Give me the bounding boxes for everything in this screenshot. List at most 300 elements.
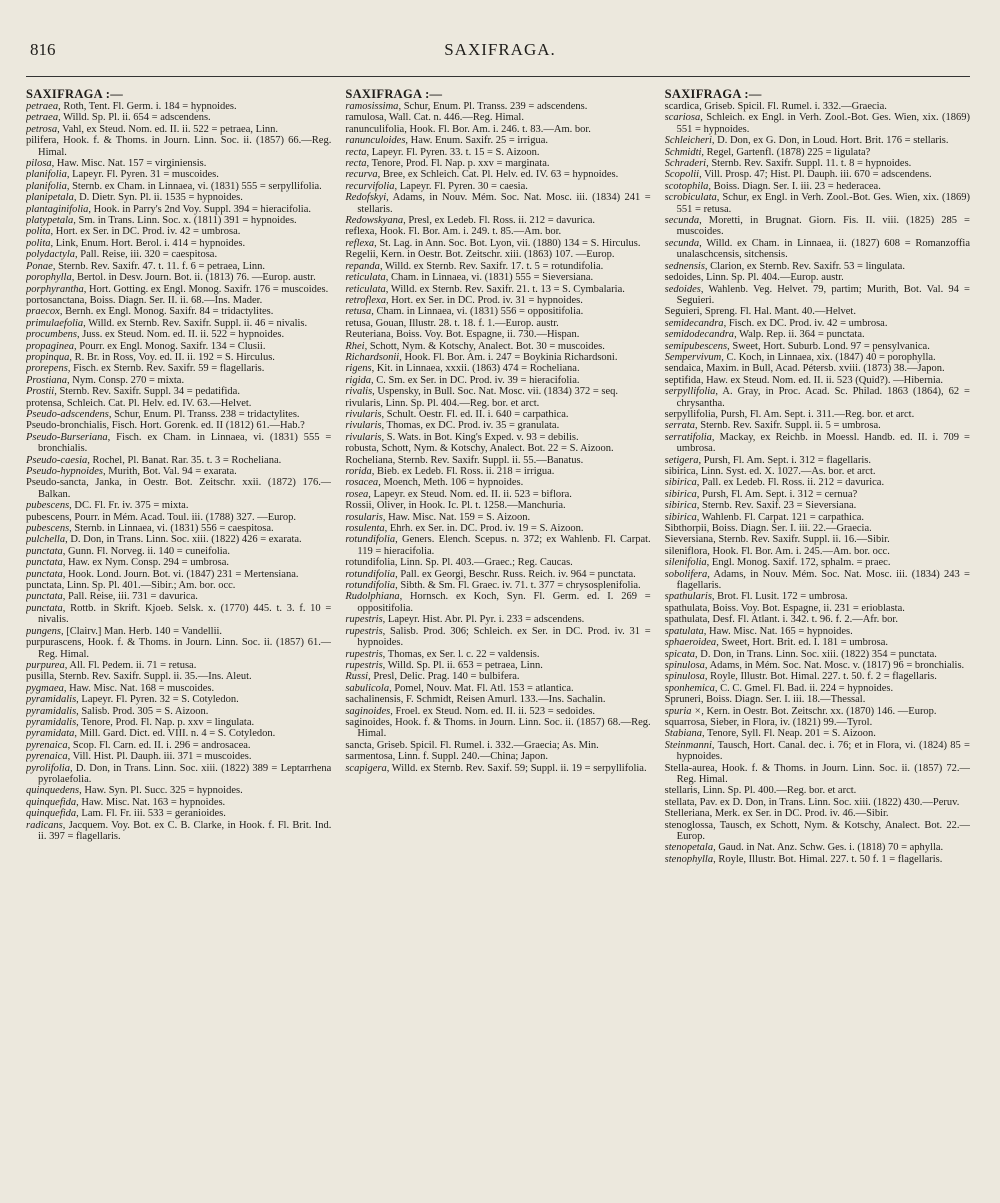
entry-name: pyramidata [26,728,75,740]
entry-name: stellaris [664,785,698,797]
entry [665,717,970,728]
entry-name: pubescens [26,523,70,535]
entry [345,272,650,283]
entry-name: pyramidalis [26,694,77,706]
entry [26,101,331,112]
entry-name: rosulenta [345,523,385,535]
entry [26,295,331,306]
entry-citation: , F. Schmidt, Reisen Amurl. 133.—Ins. Sachalin. [400,694,606,706]
entry-name: ranunculifolia [345,123,405,135]
entry [665,272,970,283]
entry-name: Schraderi [664,158,707,170]
entry [345,614,650,625]
entry [665,489,970,500]
entry [665,763,970,786]
entry-name: reflexa [345,237,375,249]
entry [26,158,331,169]
entry-citation: , Adams, in Nouv. Mém. Soc. Nat. Mosc. iii. (1834) 241 = stellaris. [357,192,651,215]
entry-citation: , Mill. Gard. Dict. ed. VIII. n. 4 = S. Cotyledon. [74,728,276,740]
entry [665,557,970,568]
entry [665,181,970,192]
entry-name: prorepens [26,363,68,375]
entry-name: polydactyla [26,249,75,261]
entry [26,112,331,123]
entry-citation: , Sternb. Rev. Saxif. 23 = Sieversiana. [696,500,857,512]
entry-citation: , Hook. Fl. Bor. Am. i. 246. t. 83.—Am. bor. [404,123,591,135]
entry [665,477,970,488]
entry [345,477,650,488]
entry [26,249,331,260]
entry-citation: , Pall. Reise, iii. 731 = davurica. [62,591,198,603]
entry-citation: , Brot. Fl. Lusit. 172 = umbrosa. [711,591,848,603]
entry [26,215,331,226]
header-rule [26,76,970,77]
entry-name: Pseudo-Burseriana [26,431,108,443]
entry [665,147,970,158]
entry-citation: , Sternb. ex Cham. in Linnaea, vi. (1831) 555 = serpyllifolia. [66,180,322,192]
entry [345,375,650,386]
entry [345,215,650,226]
entry-name: setigera [664,454,699,466]
entry [26,238,331,249]
entry-citation: , Hort. ex Ser. in DC. Prod. iv. 31 = hypnoides. [385,294,583,306]
entry-name: Sieversiana [664,534,714,546]
entry-name: Prostii [26,386,55,398]
entry [26,512,331,523]
entry-citation: , Linn. Syst. ed. X. 1027.—As. bor. et arct. [695,466,876,477]
entry-name: purpurea [26,659,65,671]
entry-citation: , Kern. in Oestr. Bot. Zeitschr. xiii. (1863) 107. —Europ. [375,249,615,261]
entry [665,158,970,169]
entry-citation: , Sternb. Rev. Saxifr. Suppl. ii. 35.—Ins. Aleut. [54,671,252,683]
entry-name: secunda [664,215,700,227]
entry-citation: , Hort. ex Ser. in DC. Prod. iv. 42 = umbrosa. [50,226,241,238]
entry-name: Redofskyi [345,192,387,204]
entry [26,409,331,420]
entry-name: planipetala [26,192,74,204]
entry-name: petraea [26,112,59,124]
entry-citation: , Sieber, in Flora, iv. (1821) 99.—Tyrol. [704,716,873,728]
entry-name: sphaeroidea [664,637,717,649]
entry [26,546,331,557]
entry-name: pubescens [26,500,70,512]
entry [26,375,331,386]
entry [26,169,331,180]
entry [26,694,331,705]
entry-name: Ponae [26,260,53,272]
entry-citation: , Lapeyr. Fl. Pyren. 33. t. 15 = S. Aizoon. [366,146,540,158]
entry-name: sachalinensis [345,694,401,706]
entry-citation: , Royle, Illustr. Bot. Himal. 227. t. 50. f. 2 = flagellaris. [704,671,937,683]
entry-citation: , Sternb. Rev. Saxifr. Suppl. ii. 16.—Sibir. [713,534,890,546]
entry-citation: , D. Dietr. Syn. Pl. ii. 1535 = hypnoides. [73,192,243,204]
entry-name: Rossii [345,500,372,512]
entry-name: quinquedens [26,785,80,797]
entry [345,318,650,329]
entry-name: Rudolphiana [345,591,400,603]
entry [345,626,650,649]
entry-name: recta [345,146,367,158]
entry [665,215,970,238]
entry-name: ramosissima [345,101,399,112]
entry-name: retusa [345,306,372,318]
entry-citation: , Boiss. Diagn. Ser. I. iii. 18.—Thessal. [700,694,866,706]
entry [345,226,650,237]
entry-name: propinqua [26,351,70,363]
entry-name: sabulicola [345,682,390,694]
entry-name: Stella-aurea [664,762,715,774]
entry-name: semipubescens [664,340,728,352]
entry [345,694,650,705]
entry-citation: , Bieb. ex Ledeb. Fl. Ross. ii. 218 = irrigua. [371,466,555,477]
entry [665,785,970,796]
entry [665,523,970,534]
entry [26,671,331,682]
entry [665,101,970,112]
entry-name: rosea [345,488,369,500]
entry [665,546,970,557]
entry-name: serrata [664,420,695,432]
entry-citation: , Mackay, ex Reichb. in Moessl. Handb. ed. II. i. 709 = umbrosa. [676,431,970,455]
entry [345,386,650,397]
entry-name: sibirica [664,500,697,512]
entry-citation: , Linn. Sp. Pl. 400.—Reg. bor. et arct. [697,785,857,797]
entry-citation: , Haw. ex Nym. Consp. 294 = umbrosa. [62,557,229,569]
entry-name: punctata [26,602,63,614]
entry-name: procumbens [26,329,77,341]
entry-citation: , C. C. Gmel. Fl. Bad. ii. 224 = hypnoides. [714,682,894,694]
entry [345,649,650,660]
entry-name: rivularis [345,431,382,443]
column-heading: SAXIFRAGA :— [345,87,443,101]
entry-citation: , Schleich. ex Engl. in Verh. Zool.-Bot. Ges. Wien, xix. (1869) 551 = hypnoides. [676,112,970,135]
entry-name: Pseudo-adscendens [26,408,109,420]
entry [26,763,331,786]
entry-citation: , Linn. Sp. Pl. 404.—Reg. bor. et arct. [380,397,540,409]
entry-name: protensa [26,397,62,409]
entry-name: scrobiculata [664,192,717,204]
entry-name: Pseudo-sancta [26,477,87,489]
entry-name: repanda [345,260,380,272]
entry-citation: , Willd. ex Sternb. Rev. Saxifr. 21. t. 13 = S. Cymbalaria. [385,283,625,295]
entry [26,660,331,671]
entry [26,341,331,352]
entry [665,363,970,374]
entry-name: rivularis [345,397,381,409]
entry-citation: , Tenore, Prod. Fl. Nap. p. xxv = lingulata. [76,716,255,728]
entry-name: punctata [26,580,62,592]
entry [665,455,970,466]
entry-citation: , Link, Enum. Hort. Berol. i. 414 = hypnoides. [50,237,246,249]
entry-name: rupestris [345,614,383,626]
entry-name: semidodecandra [664,329,735,341]
entry [26,181,331,192]
entry-name: Rhei [345,340,365,352]
entry-citation: , S. Wats. in Bot. King's Exped. v. 93 = debilis. [381,431,579,443]
entry [26,820,331,843]
entry-name: stenophylla [664,853,714,865]
entry-name: pyramidalis [26,705,77,717]
entry [345,124,650,135]
entry-name: recta [345,158,367,170]
entry-name: saginoides [345,705,391,717]
entry-name: Schmidti [664,146,702,158]
entry-citation: , Kit. in Linnaea, xxxii. (1863) 474 = Rocheliana. [371,363,580,375]
entry-name: rivularis [345,420,382,432]
entry [345,135,650,146]
entry-citation: , Boiss. Diagn. Ser. I. iii. 23 = hederacea. [708,180,881,192]
entry [345,455,650,466]
entry-name: scotophila [664,180,709,192]
entry-name: Prostiana [26,374,68,386]
entry-name: Sempervivum [664,351,722,363]
entry-citation: , Linn. Sp. Pl. 401.—Sibir.; Am. bor. occ. [61,580,236,592]
entry-name: Pseudo-bronchialis [26,420,107,432]
entry-citation: , Thomas, ex Ser. l. c. 22 = valdensis. [382,648,540,660]
entry [26,386,331,397]
entry-name: punctata [26,568,63,580]
entry [345,329,650,340]
entry-name: rupestris [345,659,383,671]
entry-name: petrosa [26,123,58,135]
entry-name: Pseudo-caesia [26,454,88,466]
entry-citation: , Vahl, ex Steud. Nom. ed. II. ii. 522 = petraea, Linn. [57,123,279,135]
entry-name: Rocheliana [345,454,393,466]
entry-citation: , Hook. Lond. Journ. Bot. vi. (1847) 231 = Mertensiana. [62,568,299,580]
entry-citation: , Moretti, in Brugnat. Giorn. Fis. II. viii. (1825) 285 = muscoides. [676,215,970,238]
entry [26,272,331,283]
entry-name: spathulata [664,614,708,626]
entry-name: polita [26,226,51,238]
entry [26,329,331,340]
entry-citation: , Pourr. in Mém. Acad. Toul. iii. (1788) 327. —Europ. [69,511,297,523]
entry [665,808,970,819]
entry-name: rotundifolia [345,568,396,580]
entry [665,135,970,146]
entry-name: reflexa [345,226,375,238]
entry-name: rosacea [345,477,379,489]
entry-name: primulaefolia [26,317,84,329]
page-number: 816 [30,40,56,59]
entry-citation: , Griseb. Spicil. Fl. Rumel. i. 332.—Graecia. [699,101,887,112]
entry [26,261,331,272]
entry [665,318,970,329]
page-header [26,40,974,70]
entry [26,124,331,135]
entry-citation: , Hook. Fl. Bor. Am. i. 249. t. 85.—Am. bor. [374,226,562,238]
column-heading: SAXIFRAGA :— [664,87,762,101]
entry-citation: , Janka, in Oestr. Bot. Zeitschr. xxii. (1872) 176.—Balkan. [38,477,332,500]
entry-name: silenifolia [664,557,707,569]
entry-citation: , Tausch, Hort. Canal. dec. i. 76; et in Flora, vi. (1824) 85 = hypnoides. [676,739,970,763]
entry-citation: , Willd. Sp. Pl. ii. 653 = petraea, Linn. [382,659,543,671]
entry [26,580,331,591]
entry-name: spicata [664,648,695,660]
entry-name: rivularis [345,408,382,420]
entry-name: spathulata [664,602,708,614]
entry-name: secunda [664,237,700,249]
entry-name: spinulosa [664,671,705,683]
entry [26,706,331,717]
entry-name: pyramidalis [26,716,77,728]
entry-citation: , Boiss. Voy. Bot. Espagne, ii. 231 = erioblasta. [707,602,905,614]
entry [665,329,970,340]
entry [665,432,970,455]
entry-name: Richardsonii [345,351,400,363]
entry-name: sedoides [664,272,701,284]
entry [665,569,970,592]
entry [665,842,970,853]
entry-citation: , Bree, ex Schleich. Cat. Pl. Helv. ed. IV. 63 = hypnoides. [377,169,619,181]
entry [345,295,650,306]
entry [345,306,650,317]
entry-name: planifolia [26,169,67,181]
entry [345,147,650,158]
entry-citation: , Maxim. in Bull, Acad. Pétersb. xviii. (1873) 38.—Japon. [700,363,945,375]
entry-name: sedoides [664,283,701,295]
entry-citation: , Linn. f. Suppl. 240.—China; Japon. [392,751,549,763]
entry-citation: , Kern. in Oestr. Bot. Zeitschr. xx. (1870) 146. —Europ. [701,705,937,717]
entry-citation: , Walp. Rep. ii. 364 = punctata. [734,329,865,341]
entry [345,751,650,762]
entry [345,512,650,523]
entry-name: sileniflora [664,545,708,557]
entry [665,637,970,648]
entry-citation: , Linn. Sp. Pl. 403.—Graec.; Reg. Caucas. [394,557,573,569]
entry-name: squarrosa [664,716,705,728]
entry-name: plantaginifolia [26,203,89,215]
entry [26,284,331,295]
entry [26,192,331,203]
entry-citation: , Hook. f. & Thoms. in Journ. Linn. Soc. ii. (1857) 68.—Reg. Himal. [357,716,651,740]
entry-columns [26,84,970,1194]
entry [345,557,650,568]
entry-name: planifolia [26,180,67,192]
entry [665,512,970,523]
entry-name: rigida [345,374,371,386]
entry-name: Redowskyana [345,215,404,227]
entry [665,466,970,477]
entry [665,306,970,317]
entry-name: rupestris [345,648,383,660]
entry-name: semidecandra [664,317,724,329]
entry-name: scapigera [345,762,387,774]
entry-citation: , Salisb. Prod. 305 = S. Aizoon. [76,705,209,717]
entry-citation: , Salisb. Prod. 306; Schleich. ex Ser. in DC. Prod. iv. 31 = hypnoides. [357,625,651,649]
entry-name: serpyllifolia [664,408,716,420]
entry-citation: , Sweet, Hort. Brit. ed. I. 181 = umbrosa. [716,637,889,649]
entry [26,626,331,637]
entry [345,489,650,500]
entry [26,352,331,363]
entry-citation: , R. Br. in Ross, Voy. ed. II. ii. 192 = S. Hirculus. [69,351,275,363]
entry-citation: , Schur, ex Engl. in Verh. Zool.-Bot. Ges. Wien, xix. (1869) 551 = retusa. [676,192,970,215]
entry-name: propaginea [26,340,75,352]
entry-citation: , Jacquem. Voy. Bot. ex C. B. Clarke, in Hook. f. Fl. Brit. Ind. ii. 397 = flagellaris. [38,819,332,842]
entry [26,797,331,808]
entry-name: saginoides [345,716,390,728]
entry-citation: , Engl. Monog. Saxif. 172, sphalm. = praec. [706,557,891,569]
entry-citation: , Bertol. in Desv. Journ. Bot. ii. (1813) 76. —Europ. austr. [71,272,316,284]
entry-citation: , Pursh, Fl. Am. Sept. i. 311.—Reg. bor. et arct. [715,408,915,420]
entry-citation: , Gouan, Illustr. 28. t. 18. f. 1.—Europ. austr. [370,317,559,329]
entry-citation: , Clarion, ex Sternb. Rev. Saxifr. 53 = lingulata. [704,260,905,272]
entry-citation: , Tenore, Syll. Fl. Neap. 201 = S. Aizoon. [702,728,876,740]
entry [665,626,970,637]
entry-name: sednensis [664,260,705,272]
entry-citation: , Sternb. Rev. Saxifr. Suppl. 34 = pedatifida. [54,386,240,398]
entry-name: punctata [26,545,63,557]
entry [345,717,650,740]
entry [345,534,650,557]
entry-citation: , Adams, in Nouv. Mém. Soc. Nat. Mosc. iii. (1834) 243 = flagellaris. [676,568,970,592]
entry-citation: , St. Lag. in Ann. Soc. Bot. Lyon, vii. (1880) 134 = S. Hirculus. [374,237,641,249]
entry-citation: , Schott, Nym. & Kotschy, Analect. Bot. 30 = muscoides. [364,340,605,352]
entry-name: Steinmanni [664,739,712,751]
entry-name: Scopolii [664,169,700,181]
entry [665,500,970,511]
entry-citation: , Lapeyr. Hist. Abr. Pl. Pyr. i. 233 = adscendens. [382,614,585,626]
entry-name: pungens [26,625,61,637]
entry-name: rotundifolia [345,580,396,592]
entry-citation: , Willd. ex Sternb. Rev. Saxifr. 17. t. 5 = rotundifolia. [379,260,604,272]
entry-name: ramulosa [345,112,384,124]
entry [665,386,970,409]
entry [345,671,650,682]
entry-citation: , Wall. Cat. n. 446.—Reg. Himal. [383,112,524,124]
entry [26,500,331,511]
entry-name: quinquefida [26,796,77,808]
entry [665,706,970,717]
entry-citation: , Haw. Misc. Nat. 159 = S. Aizoon. [382,511,531,523]
entry-citation: , Sm. in Trans. Linn. Soc. x. (1811) 391 = hypnoides. [73,215,297,227]
entry-name: rivalis [345,386,373,398]
entry-citation: , Pursh, Fl. Am. Sept. i. 312 = cernua? [696,488,858,500]
entry-name: serratifolia [664,431,712,443]
entry-name: pygmaea [26,682,64,694]
entry [345,101,650,112]
entry-citation: , Sternb. Rev. Saxifr. Suppl. 11. t. 8 = hypnoides. [706,158,912,170]
running-title: SAXIFRAGA. [444,40,556,59]
entry-citation: , Rochel, Pl. Banat. Rar. 35. t. 3 = Rocheliana. [87,454,282,466]
entry-citation: , Hook. Fl. Bor. Am. i. 247 = Boykinia Richardsoni. [399,351,618,363]
entry-citation: , Gunn. Fl. Norveg. ii. 140 = cuneifolia. [62,545,230,557]
entry-citation: , Haw. Misc. Nat. 165 = hypnoides. [703,625,853,637]
entry-citation: , Presl, Delic. Prag. 140 = bulbifera. [368,671,520,683]
entry-name: sarmentosa [345,751,393,763]
entry [345,432,650,443]
entry [26,204,331,215]
entry [26,683,331,694]
entry [26,523,331,534]
entry [345,192,650,215]
entry-citation: , Linn. Sp. Pl. 404.—Europ. austr. [700,272,844,284]
entry [345,112,650,123]
entry [26,318,331,329]
entry-name: sibirica [664,477,697,489]
entry [665,694,970,705]
entry-citation: , Hook. f. & Thoms. in Journ. Linn. Soc. ii. (1857) 66.—Reg. Himal. [38,135,332,158]
entry-citation: , Roth, Tent. Fl. Germ. i. 184 = hypnoides. [58,101,237,112]
entry-citation: , Sternb. Rev. Saxifr. Suppl. ii. 5 = umbrosa. [695,420,881,432]
entry [26,398,331,409]
entry-citation: , Wahlenb. Fl. Carpat. 121 = carpathica. [696,511,865,523]
entry [665,728,970,739]
entry-name: porphyrantha [26,283,84,295]
entry-name: stenoglossa [664,819,714,831]
entry [26,135,331,158]
entry-name: sancta [345,739,372,751]
